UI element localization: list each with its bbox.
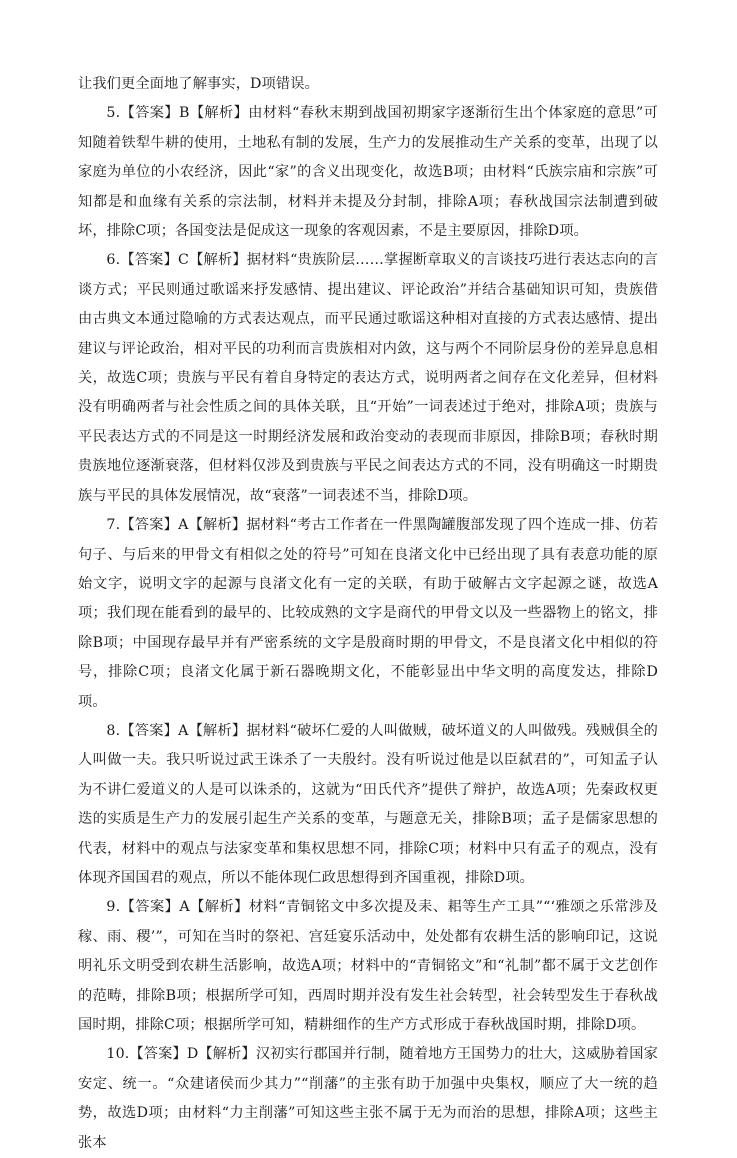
answer-10: 10.【答案】D【解析】汉初实行郡国并行制，随着地方王国势力的壮大，这威胁着国家安定、统一。“众建诸侯而少其力”“削藩”的主张有助于加强中央集权，顺应了大一统的趋势，故选D项；由材料“力主削藩”可知这些主张不属于无为而治的思想，排除A项；这些主张本 [78, 1046, 658, 1151]
answer-7: 7.【答案】A【解析】据材料“考古工作者在一件黑陶罐腹部发现了四个连成一排、仿若句子、与后来的甲骨文有相似之处的符号”可知在良渚文化中已经出现了具有表意功能的原始文字，说明文字的起源与良渚文化有一定的关联，有助于破解古文字起源之谜，故选A项；我们现在能看到的最早的、比较成熟的文字是商代的甲骨文以及一些器物上的铭文，排除B项；中国现存最早并有严密系统的文字是殷商时期的甲骨文，不是良渚文化中相似的符号，排除C项；良渚文化属于新石器晚期文化，不能彰显出中华文明的高度发达，排除D项。 [78, 517, 658, 710]
answer-5: 5.【答案】B【解析】由材料“春秋末期到战国初期家字逐渐衍生出个体家庭的意思”可知随着铁犁牛耕的使用，土地私有制的发展，生产力的发展推动生产关系的变革，出现了以家庭为单位的小农经济，因此“家”的含义出现变化，故选B项；由材料“氏族宗庙和宗族”可知都是和血缘有关系的宗法制，材料并未提及分封制，排除A项；春秋战国宗法制遭到破坏，排除C项；各国变法是促成这一现象的客观因素，不是主要原因，排除D项。 [78, 105, 658, 240]
document-page [78, 70, 658, 1158]
paragraph-continuation: 让我们更全面地了解事实，D项错误。 [78, 76, 319, 92]
answer-8: 8.【答案】A【解析】据材料“破坏仁爱的人叫做贼，破坏道义的人叫做残。残贼俱全的人叫做一夫。我只听说过武王诛杀了一夫殷纣。没有听说过他是以臣弑君的”，可知孟子认为不讲仁爱道义的人是可以诛杀的，这就为“田氏代齐”提供了辩护，故选A项；先秦政权更迭的实质是生产力的发展引起生产关系的变革，与题意无关，排除B项；孟子是儒家思想的代表，材料中的观点与法家变革和集权思想不同，排除C项；材料中只有孟子的观点，没有体现齐国国君的观点，所以不能体现仁政思想得到齐国重视，排除D项。 [78, 722, 658, 886]
answer-9: 9.【答案】A【解析】材料“青铜铭文中多次提及耒、耜等生产工具”“‘雅颂之乐常涉及稼、雨、稷’”，可知在当时的祭祀、宫廷宴乐活动中，处处都有农耕生活的影响印记，这说明礼乐文明受到农耕生活影响，故选A项；材料中的“青铜铭文”和“礼制”都不属于文艺创作的范畴，排除B项；根据所学可知，西周时期并没有发生社会转型，社会转型发生于春秋战国时期，排除C项；根据所学可知，精耕细作的生产方式形成于春秋战国时期，排除D项。 [78, 899, 658, 1033]
answer-6: 6.【答案】C【解析】据材料“贵族阶层……掌握断章取义的言谈技巧进行表达志向的言谈方式；平民则通过歌谣来抒发感情、提出建议、评论政治”并结合基础知识可知，贵族借由古典文本通过隐喻的方式表达观点，而平民通过歌谣这种相对直接的方式表达感情、提出建议与评论政治，相对平民的功利而言贵族相对内敛，这与两个不同阶层身份的差异息息相关，故选C项；贵族与平民有着自身特定的表达方式，说明两者之间存在文化差异，但材料没有明确两者与社会性质之间的具体关联，且“开始”一词表述过于绝对，排除A项；贵族与平民表达方式的不同是这一时期经济发展和政治变动的表现而非原因，排除B项；春秋时期贵族地位逐渐衰落，但材料仅涉及到贵族与平民之间表达方式的不同，没有明确这一时期贵族与平民的具体发展情况，故“衰落”一词表述不当，排除D项。 [78, 252, 658, 504]
